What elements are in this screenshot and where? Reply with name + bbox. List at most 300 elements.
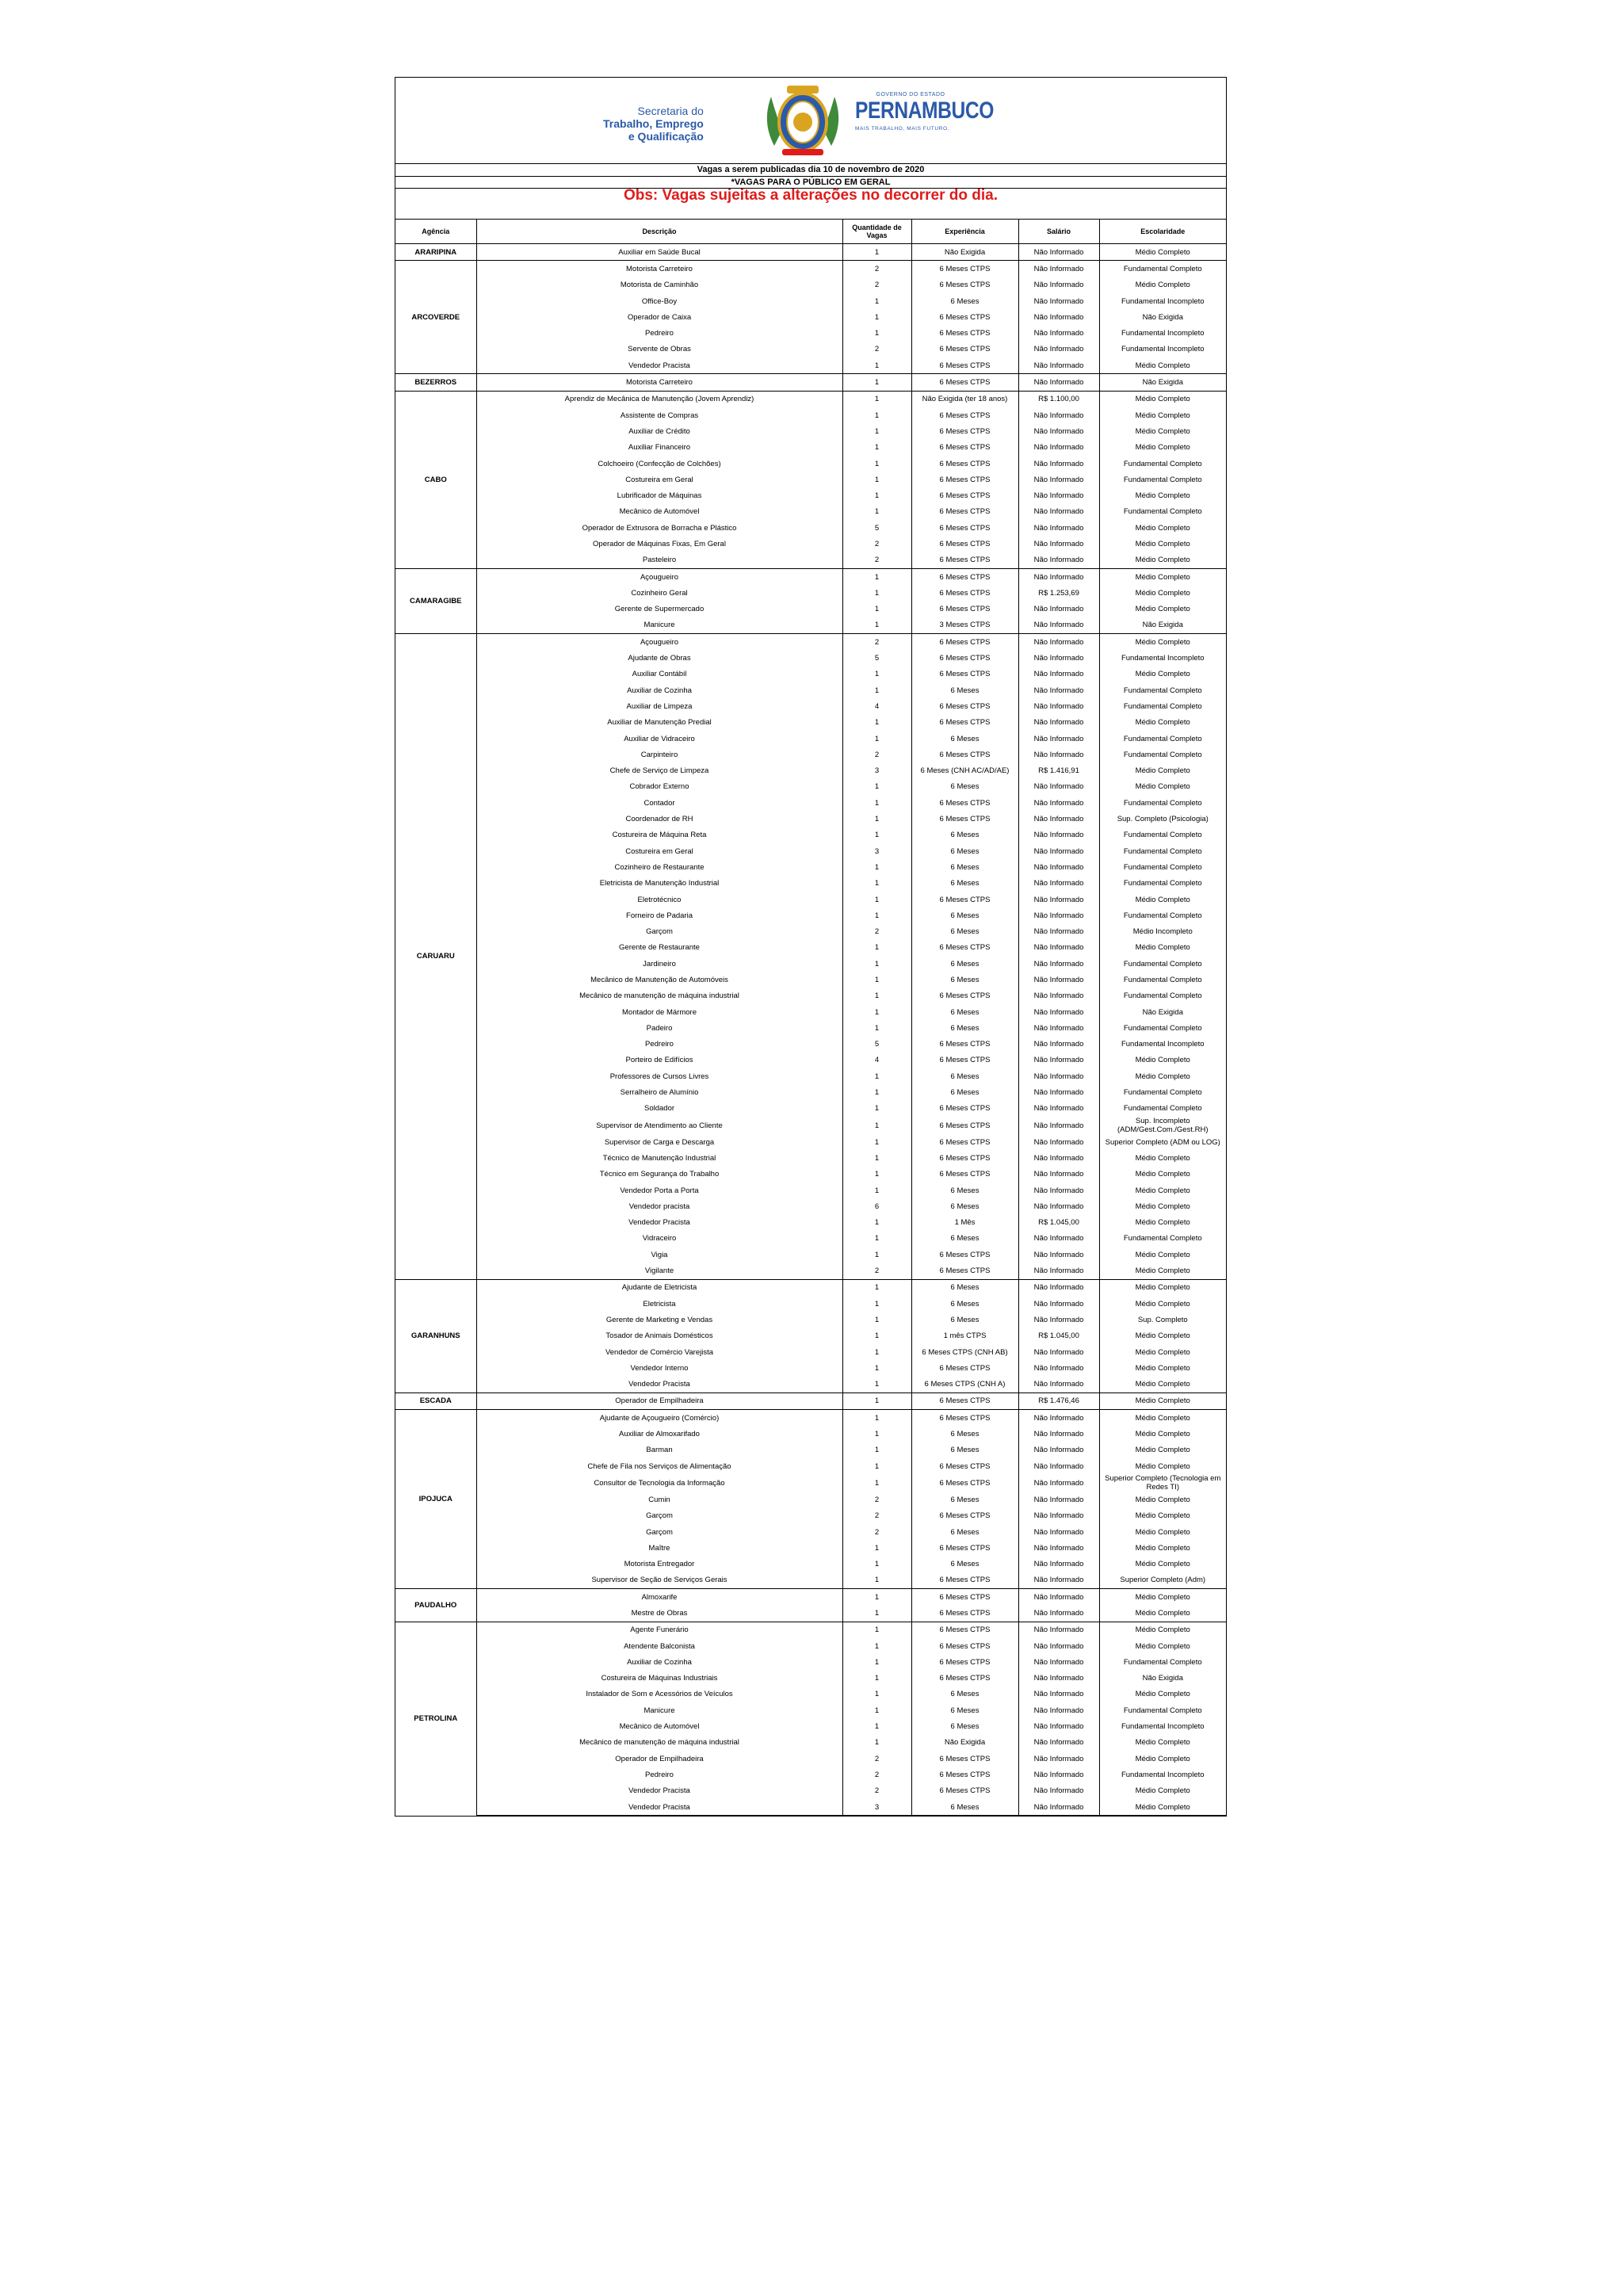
experiencia-cell: 6 Meses bbox=[911, 843, 1018, 859]
escolaridade-cell: Médio Completo bbox=[1099, 1687, 1226, 1702]
col-agencia: Agência bbox=[395, 220, 476, 244]
escolaridade-cell: Sup. Incompleto (ADM/Gest.Com./Gest.RH) bbox=[1099, 1117, 1226, 1134]
table-row bbox=[395, 1215, 1226, 1231]
salario-cell: Não Informado bbox=[1018, 617, 1099, 634]
salario-cell: Não Informado bbox=[1018, 1799, 1099, 1816]
escolaridade-cell: Médio Completo bbox=[1099, 1198, 1226, 1214]
descricao-cell: Lubrificador de Máquinas bbox=[476, 487, 842, 503]
escolaridade-cell: Sup. Completo bbox=[1099, 1312, 1226, 1328]
descricao-cell: Vendedor Pracista bbox=[476, 1215, 842, 1231]
experiencia-cell: 6 Meses bbox=[911, 972, 1018, 988]
salario-cell: Não Informado bbox=[1018, 634, 1099, 651]
escolaridade-cell: Médio Completo bbox=[1099, 520, 1226, 536]
salario-cell: Não Informado bbox=[1018, 1052, 1099, 1068]
table-row bbox=[395, 1751, 1226, 1767]
salario-cell: Não Informado bbox=[1018, 277, 1099, 293]
experiencia-cell: 6 Meses CTPS bbox=[911, 1589, 1018, 1606]
table-row bbox=[395, 357, 1226, 374]
table-row bbox=[395, 552, 1226, 569]
salario-cell: R$ 1.045,00 bbox=[1018, 1215, 1099, 1231]
quantidade-cell: 4 bbox=[842, 1052, 911, 1068]
descricao-cell: Mestre de Obras bbox=[476, 1605, 842, 1622]
table-row bbox=[395, 1718, 1226, 1734]
table-row bbox=[395, 1492, 1226, 1507]
quantidade-cell: 1 bbox=[842, 1101, 911, 1117]
quantidade-cell: 1 bbox=[842, 876, 911, 892]
col-salario: Salário bbox=[1018, 220, 1099, 244]
experiencia-cell: 6 Meses bbox=[911, 1279, 1018, 1296]
quantidade-cell: 1 bbox=[842, 391, 911, 407]
quantidade-cell: 1 bbox=[842, 1004, 911, 1020]
descricao-cell: Mecânico de manutenção de máquina industrial bbox=[476, 1735, 842, 1751]
experiencia-cell: 6 Meses CTPS bbox=[911, 1572, 1018, 1589]
quantidade-cell: 1 bbox=[842, 827, 911, 843]
escolaridade-cell: Médio Completo bbox=[1099, 1492, 1226, 1507]
escolaridade-cell: Fundamental Completo bbox=[1099, 956, 1226, 972]
salario-cell: Não Informado bbox=[1018, 1735, 1099, 1751]
salario-cell: Não Informado bbox=[1018, 892, 1099, 907]
experiencia-cell: 6 Meses bbox=[911, 1004, 1018, 1020]
quantidade-cell: 1 bbox=[842, 779, 911, 795]
descricao-cell: Motorista de Caminhão bbox=[476, 277, 842, 293]
descricao-cell: Contador bbox=[476, 795, 842, 811]
quantidade-cell: 1 bbox=[842, 602, 911, 617]
quantidade-cell: 3 bbox=[842, 1799, 911, 1816]
quantidade-cell: 3 bbox=[842, 843, 911, 859]
salario-cell: Não Informado bbox=[1018, 1671, 1099, 1687]
experiencia-cell: 6 Meses CTPS bbox=[911, 407, 1018, 423]
table-row bbox=[395, 1134, 1226, 1150]
table-row bbox=[395, 391, 1226, 407]
table-row bbox=[395, 843, 1226, 859]
quantidade-cell: 1 bbox=[842, 1020, 911, 1036]
quantidade-cell: 1 bbox=[842, 374, 911, 391]
escolaridade-cell: Médio Completo bbox=[1099, 1638, 1226, 1654]
salario-cell: Não Informado bbox=[1018, 731, 1099, 747]
salario-cell: Não Informado bbox=[1018, 1020, 1099, 1036]
descricao-cell: Manicure bbox=[476, 617, 842, 634]
escolaridade-cell: Médio Completo bbox=[1099, 440, 1226, 456]
experiencia-cell: Não Exigida bbox=[911, 244, 1018, 261]
escolaridade-cell: Fundamental Completo bbox=[1099, 1654, 1226, 1670]
quantidade-cell: 1 bbox=[842, 244, 911, 261]
descricao-cell: Técnico em Segurança do Trabalho bbox=[476, 1167, 842, 1182]
salario-cell: Não Informado bbox=[1018, 1702, 1099, 1718]
table-row bbox=[395, 1524, 1226, 1540]
quantidade-cell: 2 bbox=[842, 747, 911, 762]
table-row bbox=[395, 440, 1226, 456]
descricao-cell: Padeiro bbox=[476, 1020, 842, 1036]
quantidade-cell: 1 bbox=[842, 682, 911, 698]
table-row bbox=[395, 1556, 1226, 1572]
escolaridade-cell: Médio Completo bbox=[1099, 1215, 1226, 1231]
salario-cell: R$ 1.476,46 bbox=[1018, 1392, 1099, 1409]
col-quantidade: Quantidade de Vagas bbox=[842, 220, 911, 244]
quantidade-cell: 1 bbox=[842, 1279, 911, 1296]
quantidade-cell: 1 bbox=[842, 456, 911, 472]
descricao-cell: Supervisor de Atendimento ao Cliente bbox=[476, 1117, 842, 1134]
table-row bbox=[395, 1426, 1226, 1442]
salario-cell: Não Informado bbox=[1018, 811, 1099, 827]
quantidade-cell: 4 bbox=[842, 698, 911, 714]
escolaridade-cell: Médio Completo bbox=[1099, 1442, 1226, 1458]
table-row bbox=[395, 1263, 1226, 1279]
secretaria-line1: Secretaria do bbox=[637, 105, 704, 117]
table-row bbox=[395, 1508, 1226, 1524]
table-row bbox=[395, 731, 1226, 747]
table-row bbox=[395, 1605, 1226, 1622]
table-row bbox=[395, 1328, 1226, 1344]
escolaridade-cell: Médio Completo bbox=[1099, 1247, 1226, 1263]
agencia-cell: CAMARAGIBE bbox=[395, 568, 476, 633]
table-row bbox=[395, 1312, 1226, 1328]
escolaridade-cell: Fundamental Completo bbox=[1099, 1231, 1226, 1247]
quantidade-cell: 1 bbox=[842, 892, 911, 907]
salario-cell: Não Informado bbox=[1018, 472, 1099, 487]
descricao-cell: Jardineiro bbox=[476, 956, 842, 972]
salario-cell: Não Informado bbox=[1018, 972, 1099, 988]
table-row bbox=[395, 520, 1226, 536]
experiencia-cell: 6 Meses bbox=[911, 827, 1018, 843]
salario-cell: Não Informado bbox=[1018, 1101, 1099, 1117]
descricao-cell: Porteiro de Edifícios bbox=[476, 1052, 842, 1068]
table-row bbox=[395, 1474, 1226, 1492]
descricao-cell: Auxiliar de Limpeza bbox=[476, 698, 842, 714]
experiencia-cell: 6 Meses CTPS bbox=[911, 1117, 1018, 1134]
descricao-cell: Consultor de Tecnologia da Informação bbox=[476, 1474, 842, 1492]
escolaridade-cell: Médio Completo bbox=[1099, 568, 1226, 585]
escolaridade-cell: Médio Completo bbox=[1099, 1182, 1226, 1198]
table-row bbox=[395, 1052, 1226, 1068]
table-row bbox=[395, 1231, 1226, 1247]
salario-cell: Não Informado bbox=[1018, 244, 1099, 261]
experiencia-cell: 6 Meses CTPS bbox=[911, 374, 1018, 391]
experiencia-cell: 6 Meses CTPS bbox=[911, 988, 1018, 1004]
descricao-cell: Chefe de Fila nos Serviços de Alimentação bbox=[476, 1458, 842, 1474]
quantidade-cell: 1 bbox=[842, 1735, 911, 1751]
table-row bbox=[395, 1654, 1226, 1670]
escolaridade-cell: Médio Completo bbox=[1099, 277, 1226, 293]
salario-cell: Não Informado bbox=[1018, 940, 1099, 956]
agencia-cell: BEZERROS bbox=[395, 374, 476, 391]
experiencia-cell: 6 Meses CTPS bbox=[911, 892, 1018, 907]
descricao-cell: Vendedor Pracista bbox=[476, 357, 842, 374]
salario-cell: Não Informado bbox=[1018, 1360, 1099, 1376]
quantidade-cell: 1 bbox=[842, 325, 911, 341]
salario-cell: Não Informado bbox=[1018, 1589, 1099, 1606]
quantidade-cell: 1 bbox=[842, 956, 911, 972]
table-row bbox=[395, 342, 1226, 357]
quantidade-cell: 1 bbox=[842, 585, 911, 601]
table-row bbox=[395, 988, 1226, 1004]
experiencia-cell: 6 Meses CTPS bbox=[911, 1134, 1018, 1150]
salario-cell: Não Informado bbox=[1018, 374, 1099, 391]
experiencia-cell: 6 Meses bbox=[911, 682, 1018, 698]
escolaridade-cell: Médio Completo bbox=[1099, 667, 1226, 682]
quantidade-cell: 1 bbox=[842, 715, 911, 731]
table-row bbox=[395, 407, 1226, 423]
quantidade-cell: 1 bbox=[842, 1392, 911, 1409]
quantidade-cell: 1 bbox=[842, 309, 911, 325]
descricao-cell: Pedreiro bbox=[476, 1767, 842, 1782]
descricao-cell: Operador de Máquinas Fixas, Em Geral bbox=[476, 536, 842, 552]
quantidade-cell: 1 bbox=[842, 1247, 911, 1263]
experiencia-cell: 6 Meses CTPS bbox=[911, 1622, 1018, 1638]
escolaridade-cell: Médio Completo bbox=[1099, 1150, 1226, 1166]
experiencia-cell: 6 Meses bbox=[911, 1556, 1018, 1572]
table-row bbox=[395, 1702, 1226, 1718]
table-row bbox=[395, 747, 1226, 762]
quantidade-cell: 1 bbox=[842, 293, 911, 309]
quantidade-cell: 1 bbox=[842, 1622, 911, 1638]
quantidade-cell: 5 bbox=[842, 650, 911, 666]
table-row bbox=[395, 423, 1226, 439]
table-row bbox=[395, 277, 1226, 293]
descricao-cell: Mecânico de Automóvel bbox=[476, 1718, 842, 1734]
experiencia-cell: 3 Meses CTPS bbox=[911, 617, 1018, 634]
experiencia-cell: 6 Meses bbox=[911, 1799, 1018, 1816]
escolaridade-cell: Fundamental Incompleto bbox=[1099, 1718, 1226, 1734]
experiencia-cell: 6 Meses CTPS bbox=[911, 472, 1018, 487]
table-row bbox=[395, 374, 1226, 391]
table-row bbox=[395, 1735, 1226, 1751]
descricao-cell: Eletrotécnico bbox=[476, 892, 842, 907]
escolaridade-cell: Médio Incompleto bbox=[1099, 923, 1226, 939]
table-row bbox=[395, 1799, 1226, 1816]
experiencia-cell: 6 Meses bbox=[911, 956, 1018, 972]
escolaridade-cell: Fundamental Completo bbox=[1099, 731, 1226, 747]
escolaridade-cell: Médio Completo bbox=[1099, 1392, 1226, 1409]
quantidade-cell: 1 bbox=[842, 1231, 911, 1247]
table-row bbox=[395, 1622, 1226, 1638]
slogan: MAIS TRABALHO, MAIS FUTURO. bbox=[855, 126, 950, 132]
experiencia-cell: 6 Meses CTPS bbox=[911, 357, 1018, 374]
experiencia-cell: 6 Meses CTPS bbox=[911, 650, 1018, 666]
experiencia-cell: 6 Meses bbox=[911, 1296, 1018, 1312]
quantidade-cell: 1 bbox=[842, 1442, 911, 1458]
escolaridade-cell: Fundamental Completo bbox=[1099, 682, 1226, 698]
escolaridade-cell: Médio Completo bbox=[1099, 779, 1226, 795]
escolaridade-cell: Médio Completo bbox=[1099, 715, 1226, 731]
table-row bbox=[395, 1182, 1226, 1198]
descricao-cell: Chefe de Serviço de Limpeza bbox=[476, 763, 842, 779]
quantidade-cell: 1 bbox=[842, 1376, 911, 1392]
table-row bbox=[395, 602, 1226, 617]
descricao-cell: Técnico de Manutenção Industrial bbox=[476, 1150, 842, 1166]
quantidade-cell: 1 bbox=[842, 1426, 911, 1442]
experiencia-cell: 6 Meses CTPS bbox=[911, 1654, 1018, 1670]
agencia-cell: ARARIPINA bbox=[395, 244, 476, 261]
table-row bbox=[395, 650, 1226, 666]
quantidade-cell: 1 bbox=[842, 1167, 911, 1182]
descricao-cell: Costureira de Máquinas Industriais bbox=[476, 1671, 842, 1687]
escolaridade-cell: Médio Completo bbox=[1099, 1751, 1226, 1767]
experiencia-cell: 6 Meses CTPS bbox=[911, 325, 1018, 341]
escolaridade-cell: Médio Completo bbox=[1099, 1605, 1226, 1622]
table-body bbox=[395, 244, 1226, 1816]
escolaridade-cell: Médio Completo bbox=[1099, 1799, 1226, 1816]
salario-cell: Não Informado bbox=[1018, 1458, 1099, 1474]
header-logos bbox=[395, 78, 1226, 164]
descricao-cell: Operador de Empilhadeira bbox=[476, 1751, 842, 1767]
salario-cell: Não Informado bbox=[1018, 843, 1099, 859]
quantidade-cell: 6 bbox=[842, 1198, 911, 1214]
table-row bbox=[395, 876, 1226, 892]
quantidade-cell: 1 bbox=[842, 972, 911, 988]
escolaridade-cell: Superior Completo (Adm) bbox=[1099, 1572, 1226, 1589]
escolaridade-cell: Fundamental Completo bbox=[1099, 1101, 1226, 1117]
salario-cell: Não Informado bbox=[1018, 1687, 1099, 1702]
quantidade-cell: 2 bbox=[842, 1263, 911, 1279]
table-row bbox=[395, 536, 1226, 552]
salario-cell: Não Informado bbox=[1018, 747, 1099, 762]
descricao-cell: Auxiliar Contábil bbox=[476, 667, 842, 682]
descricao-cell: Vendedor pracista bbox=[476, 1198, 842, 1214]
quantidade-cell: 1 bbox=[842, 1068, 911, 1084]
quantidade-cell: 1 bbox=[842, 1215, 911, 1231]
salario-cell: Não Informado bbox=[1018, 552, 1099, 569]
experiencia-cell: 6 Meses bbox=[911, 1068, 1018, 1084]
experiencia-cell: 6 Meses CTPS bbox=[911, 1263, 1018, 1279]
col-escolaridade: Escolaridade bbox=[1099, 220, 1226, 244]
quantidade-cell: 1 bbox=[842, 988, 911, 1004]
quantidade-cell: 1 bbox=[842, 1702, 911, 1718]
table-row bbox=[395, 892, 1226, 907]
quantidade-cell: 1 bbox=[842, 617, 911, 634]
descricao-cell: Costureira em Geral bbox=[476, 843, 842, 859]
escolaridade-cell: Fundamental Completo bbox=[1099, 1020, 1226, 1036]
quantidade-cell: 2 bbox=[842, 634, 911, 651]
quantidade-cell: 2 bbox=[842, 1783, 911, 1799]
escolaridade-cell: Não Exigida bbox=[1099, 374, 1226, 391]
salario-cell: Não Informado bbox=[1018, 779, 1099, 795]
descricao-cell: Supervisor de Carga e Descarga bbox=[476, 1134, 842, 1150]
descricao-cell: Vendedor Interno bbox=[476, 1360, 842, 1376]
quantidade-cell: 1 bbox=[842, 1638, 911, 1654]
experiencia-cell: 6 Meses bbox=[911, 1198, 1018, 1214]
escolaridade-cell: Fundamental Completo bbox=[1099, 698, 1226, 714]
salario-cell: Não Informado bbox=[1018, 1150, 1099, 1166]
descricao-cell: Açougueiro bbox=[476, 568, 842, 585]
salario-cell: Não Informado bbox=[1018, 1376, 1099, 1392]
escolaridade-cell: Médio Completo bbox=[1099, 536, 1226, 552]
salario-cell: Não Informado bbox=[1018, 1426, 1099, 1442]
descricao-cell: Montador de Mármore bbox=[476, 1004, 842, 1020]
quantidade-cell: 1 bbox=[842, 940, 911, 956]
quantidade-cell: 2 bbox=[842, 923, 911, 939]
descricao-cell: Vigilante bbox=[476, 1263, 842, 1279]
escolaridade-cell: Fundamental Incompleto bbox=[1099, 1037, 1226, 1052]
descricao-cell: Forneiro de Padaria bbox=[476, 907, 842, 923]
quantidade-cell: 2 bbox=[842, 342, 911, 357]
salario-cell: Não Informado bbox=[1018, 423, 1099, 439]
experiencia-cell: 6 Meses CTPS bbox=[911, 1474, 1018, 1492]
quantidade-cell: 1 bbox=[842, 731, 911, 747]
table-row bbox=[395, 1410, 1226, 1427]
descricao-cell: Vidraceiro bbox=[476, 1231, 842, 1247]
quantidade-cell: 1 bbox=[842, 1344, 911, 1360]
experiencia-cell: 6 Meses CTPS bbox=[911, 795, 1018, 811]
experiencia-cell: 6 Meses bbox=[911, 779, 1018, 795]
table-row bbox=[395, 244, 1226, 261]
salario-cell: Não Informado bbox=[1018, 907, 1099, 923]
quantidade-cell: 1 bbox=[842, 423, 911, 439]
salario-cell: Não Informado bbox=[1018, 309, 1099, 325]
experiencia-cell: 6 Meses CTPS bbox=[911, 1508, 1018, 1524]
table-row bbox=[395, 1150, 1226, 1166]
quantidade-cell: 2 bbox=[842, 552, 911, 569]
salario-cell: Não Informado bbox=[1018, 1182, 1099, 1198]
quantidade-cell: 1 bbox=[842, 1671, 911, 1687]
escolaridade-cell: Fundamental Incompleto bbox=[1099, 325, 1226, 341]
quantidade-cell: 1 bbox=[842, 1182, 911, 1198]
quantidade-cell: 1 bbox=[842, 1410, 911, 1427]
experiencia-cell: 6 Meses CTPS bbox=[911, 520, 1018, 536]
descricao-cell: Vendedor Pracista bbox=[476, 1783, 842, 1799]
escolaridade-cell: Fundamental Completo bbox=[1099, 472, 1226, 487]
table-row bbox=[395, 1687, 1226, 1702]
salario-cell: Não Informado bbox=[1018, 1508, 1099, 1524]
salario-cell: Não Informado bbox=[1018, 342, 1099, 357]
escolaridade-cell: Médio Completo bbox=[1099, 391, 1226, 407]
descricao-cell: Costureira em Geral bbox=[476, 472, 842, 487]
salario-cell: Não Informado bbox=[1018, 827, 1099, 843]
escolaridade-cell: Fundamental Completo bbox=[1099, 261, 1226, 277]
salario-cell: Não Informado bbox=[1018, 1767, 1099, 1782]
escolaridade-cell: Médio Completo bbox=[1099, 1508, 1226, 1524]
escolaridade-cell: Fundamental Incompleto bbox=[1099, 650, 1226, 666]
experiencia-cell: 6 Meses CTPS bbox=[911, 1101, 1018, 1117]
escolaridade-cell: Médio Completo bbox=[1099, 1344, 1226, 1360]
table-row bbox=[395, 1068, 1226, 1084]
salario-cell: Não Informado bbox=[1018, 988, 1099, 1004]
escolaridade-cell: Fundamental Completo bbox=[1099, 859, 1226, 875]
escolaridade-cell: Médio Completo bbox=[1099, 1263, 1226, 1279]
escolaridade-cell: Médio Completo bbox=[1099, 1426, 1226, 1442]
governo-label: GOVERNO DO ESTADO bbox=[876, 92, 945, 97]
escolaridade-cell: Fundamental Completo bbox=[1099, 1084, 1226, 1100]
table-row bbox=[395, 634, 1226, 651]
salario-cell: Não Informado bbox=[1018, 1474, 1099, 1492]
descricao-cell: Cumin bbox=[476, 1492, 842, 1507]
descricao-cell: Atendente Balconista bbox=[476, 1638, 842, 1654]
experiencia-cell: 6 Meses bbox=[911, 1182, 1018, 1198]
table-row bbox=[395, 907, 1226, 923]
descricao-cell: Assistente de Compras bbox=[476, 407, 842, 423]
table-row bbox=[395, 1767, 1226, 1782]
table-row bbox=[395, 1198, 1226, 1214]
descricao-cell: Cobrador Externo bbox=[476, 779, 842, 795]
table-row bbox=[395, 504, 1226, 520]
secretaria-line2: Trabalho, Emprego bbox=[603, 117, 704, 130]
escolaridade-cell: Superior Completo (ADM ou LOG) bbox=[1099, 1134, 1226, 1150]
escolaridade-cell: Médio Completo bbox=[1099, 1783, 1226, 1799]
salario-cell: Não Informado bbox=[1018, 1344, 1099, 1360]
table-header-row bbox=[395, 220, 1226, 244]
salario-cell: Não Informado bbox=[1018, 1556, 1099, 1572]
escolaridade-cell: Médio Completo bbox=[1099, 357, 1226, 374]
descricao-cell: Garçom bbox=[476, 923, 842, 939]
table-row bbox=[395, 1572, 1226, 1589]
quantidade-cell: 1 bbox=[842, 440, 911, 456]
salario-cell: Não Informado bbox=[1018, 487, 1099, 503]
salario-cell: Não Informado bbox=[1018, 956, 1099, 972]
experiencia-cell: 1 mês CTPS bbox=[911, 1328, 1018, 1344]
escolaridade-cell: Superior Completo (Tecnologia em Redes TI) bbox=[1099, 1474, 1226, 1492]
table-row bbox=[395, 1442, 1226, 1458]
agencia-cell: ARCOVERDE bbox=[395, 261, 476, 374]
escolaridade-cell: Médio Completo bbox=[1099, 1167, 1226, 1182]
